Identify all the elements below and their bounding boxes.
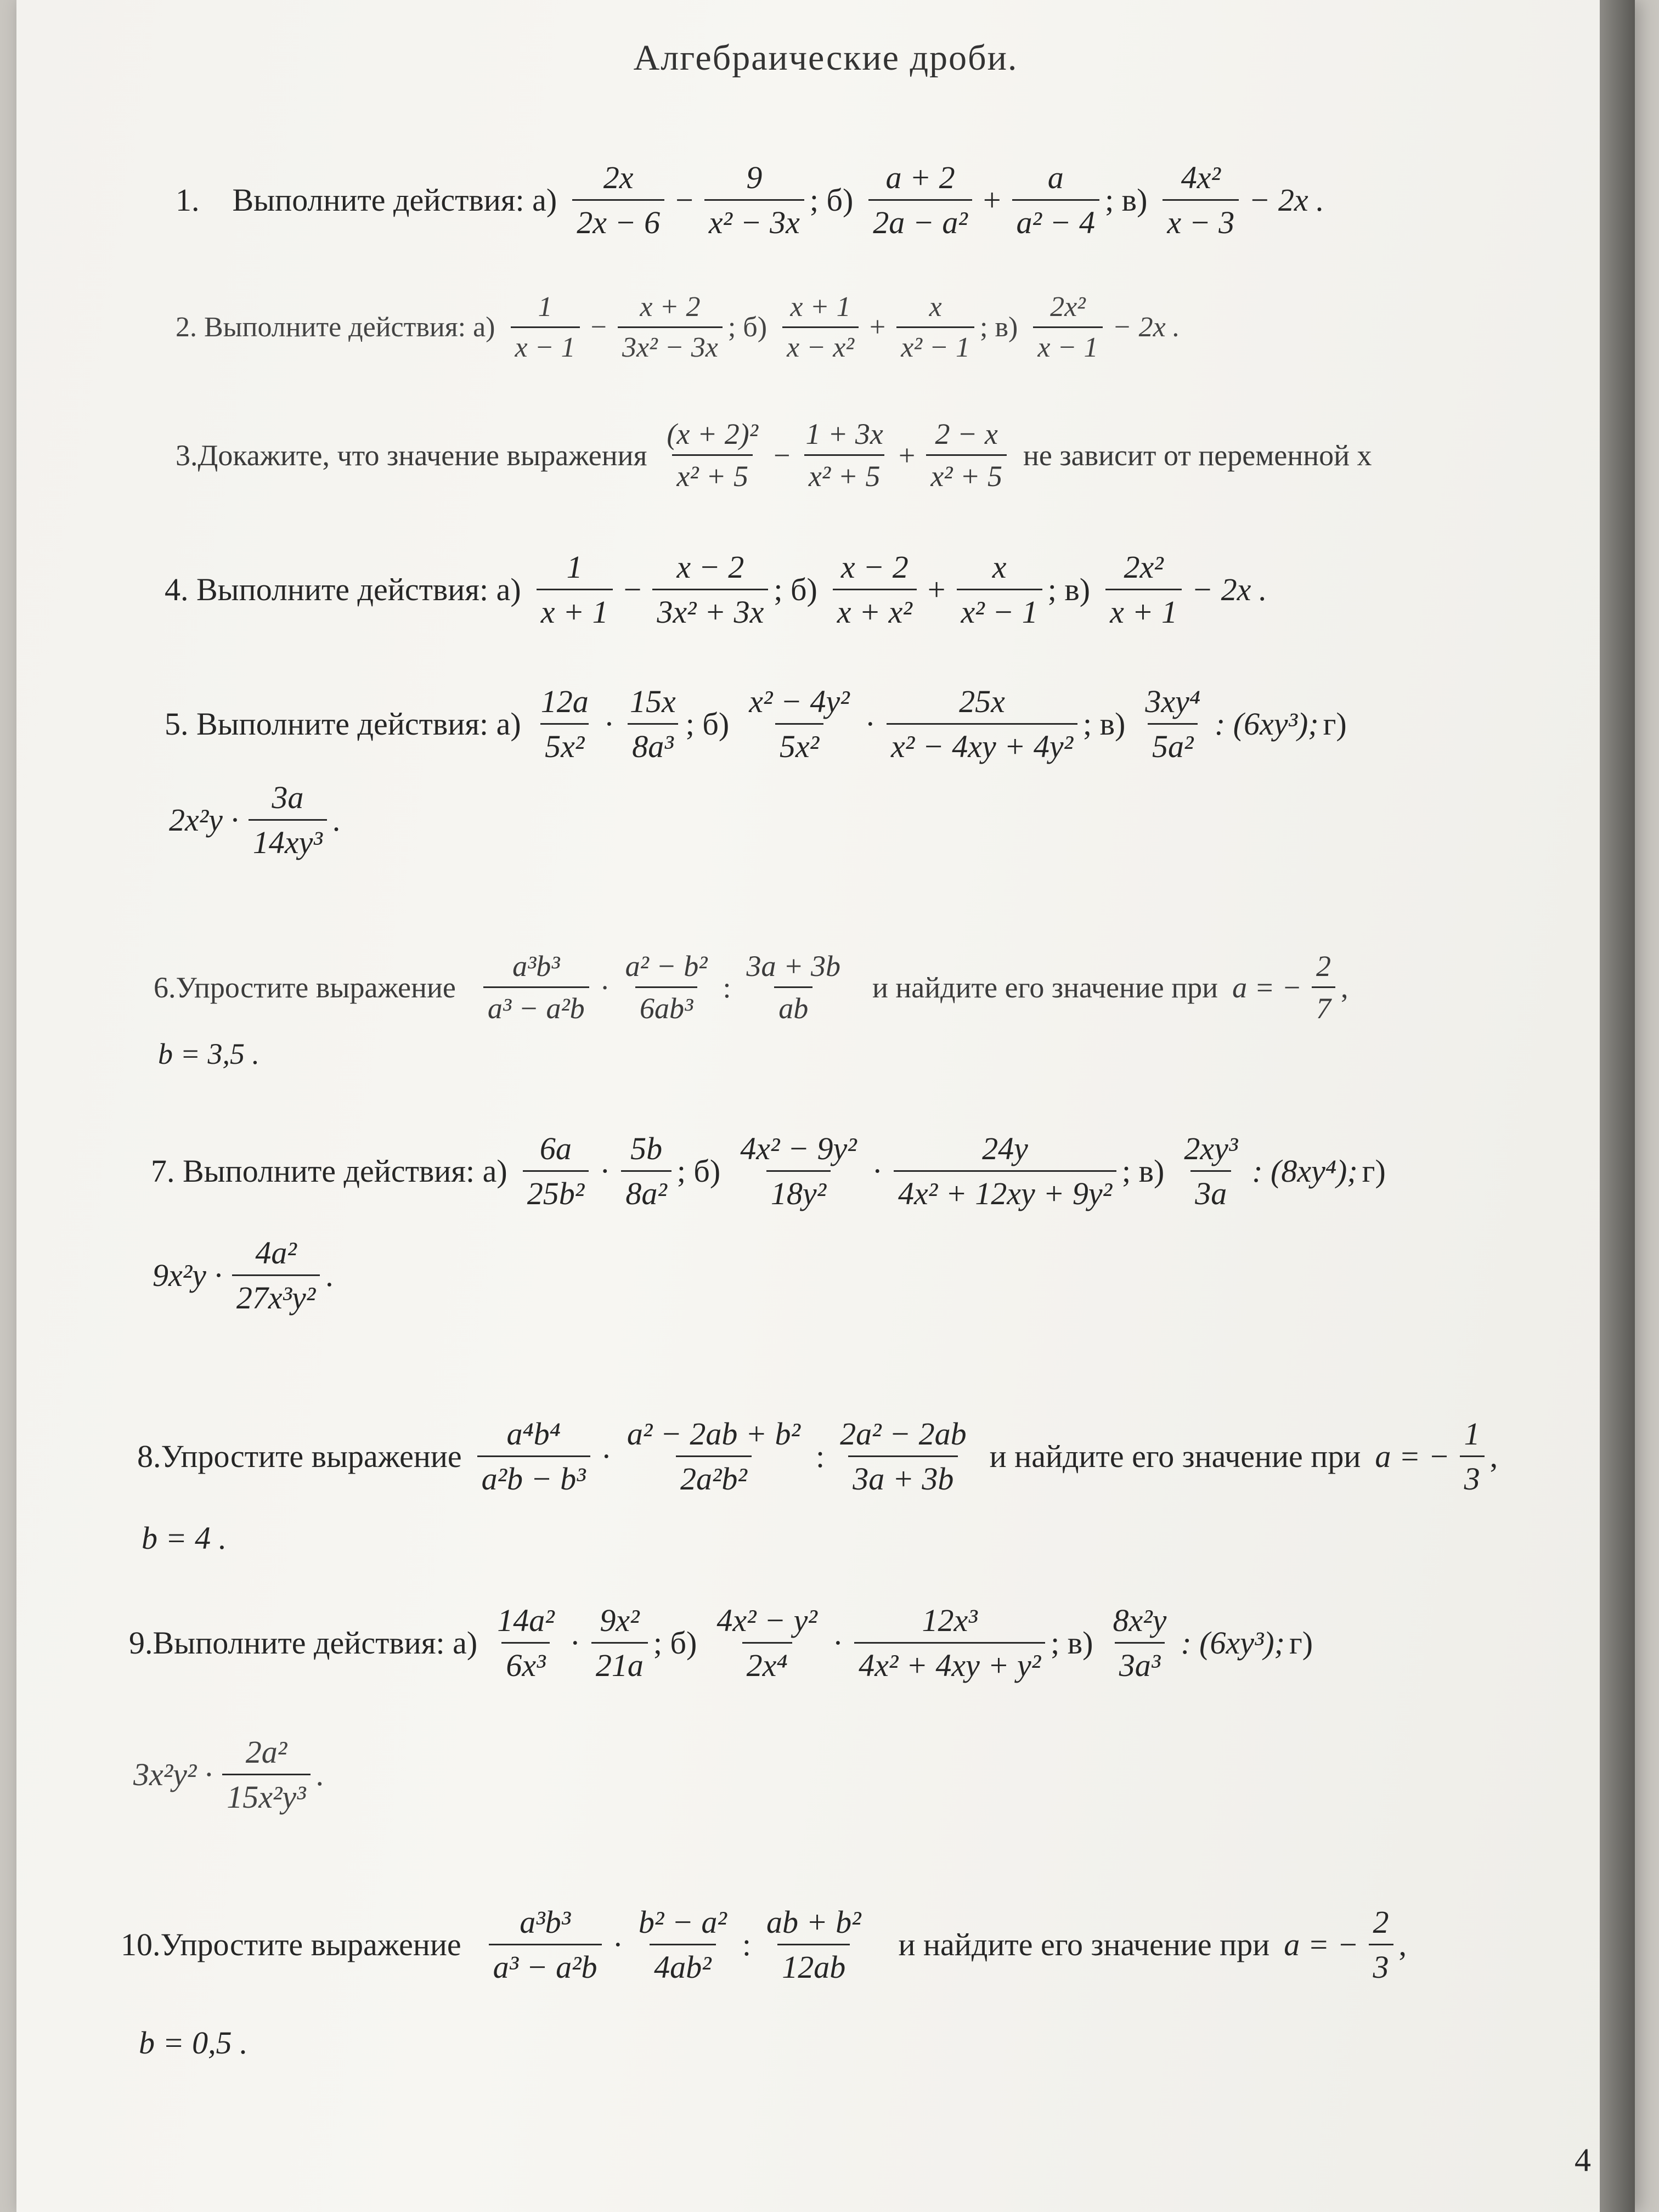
numerator: 2: [1373, 1904, 1389, 1940]
numerator: x + 2: [640, 291, 701, 323]
denominator: 8a³: [628, 723, 678, 765]
problem-4: [165, 549, 1271, 630]
numerator: 24y: [982, 1131, 1028, 1166]
fraction: [833, 549, 917, 630]
numerator: 9x²: [600, 1602, 640, 1638]
numerator: 1: [566, 549, 583, 585]
denominator: 6ab³: [635, 986, 697, 1025]
plus-sign: +: [898, 438, 916, 472]
denominator: 3a³: [1115, 1642, 1165, 1684]
numerator: 2a² − 2ab: [840, 1416, 967, 1452]
problem-lead: 9.Выполните действия: а): [129, 1625, 478, 1661]
divide-sign: :: [723, 970, 731, 1004]
fraction: [957, 549, 1042, 630]
part-label: ; б): [809, 182, 854, 218]
part-label: ; б): [727, 312, 768, 343]
denominator: 3: [1369, 1944, 1393, 1985]
expression-prefix: 3x²y² ·: [133, 1757, 213, 1792]
divide-sign: :: [815, 1438, 825, 1474]
fraction: [537, 683, 593, 765]
numerator: 3xy⁴: [1145, 684, 1200, 719]
expression-prefix: 9x²y ·: [153, 1257, 222, 1293]
variable-assignment: a = −: [1284, 1927, 1359, 1962]
numerator: 2xy³: [1184, 1131, 1238, 1166]
numerator: 2x: [603, 160, 634, 195]
minus-sign: −: [675, 182, 693, 218]
fraction: [782, 291, 859, 364]
fraction: [712, 1602, 821, 1684]
numerator: x − 2: [840, 549, 909, 585]
expression-tail: − 2x .: [1192, 572, 1267, 607]
fraction: [1141, 683, 1205, 765]
denominator: 5a²: [1148, 723, 1198, 765]
numerator: 2: [1316, 950, 1331, 983]
numerator: x² − 4y²: [749, 684, 850, 719]
denominator: x − x²: [782, 326, 859, 364]
denominator: x² − 4xy + 4y²: [887, 723, 1077, 765]
fraction: [623, 1415, 805, 1497]
denominator: x² + 5: [804, 454, 885, 493]
denominator: ab: [774, 986, 812, 1025]
fraction: [511, 291, 580, 364]
page-edge: [1600, 0, 1635, 2212]
problem-10-line-2: [134, 2024, 252, 2061]
expression-tail: − 2x .: [1249, 182, 1324, 218]
problem-lead: 5. Выполните действия: а): [165, 706, 521, 742]
problem-lead: 7. Выполните действия: а): [151, 1153, 507, 1189]
multiply-dot: ·: [865, 706, 876, 742]
numerator: 3a + 3b: [746, 950, 840, 983]
plus-sign: +: [869, 312, 886, 343]
part-label: ; в): [1047, 572, 1091, 607]
numerator: 14a²: [497, 1602, 555, 1638]
part-label: ; в): [1105, 182, 1148, 218]
separator: ,: [1340, 970, 1348, 1004]
numerator: 25x: [959, 684, 1005, 719]
multiply-dot: ·: [600, 1153, 611, 1189]
denominator: 27x³y²: [232, 1274, 320, 1316]
multiply-dot: ·: [569, 1625, 580, 1661]
fraction: [634, 1904, 731, 1985]
denominator: 2a − a²: [868, 199, 972, 241]
numerator: 8x²y: [1113, 1602, 1167, 1638]
denominator: 8a²: [621, 1170, 671, 1212]
problem-7-line-2: [148, 1234, 343, 1316]
numerator: 2a²: [245, 1734, 287, 1770]
minus-sign: −: [590, 312, 607, 343]
fraction: [591, 1602, 648, 1684]
fraction: [662, 417, 763, 493]
divide-expression: : (6xy³);: [1181, 1625, 1285, 1661]
multiply-dot: ·: [600, 970, 610, 1004]
denominator: x + 1: [1105, 589, 1182, 630]
fraction: [618, 291, 723, 364]
problem-7: [151, 1130, 1396, 1212]
numerator: a³b³: [512, 950, 560, 983]
expression-tail: .: [332, 802, 341, 838]
fraction: [483, 949, 589, 1025]
denominator: 21a: [591, 1642, 648, 1684]
problem-lead: 6.Упростите выражение: [154, 970, 456, 1004]
denominator: x + 1: [537, 589, 613, 630]
denominator: 18y²: [766, 1170, 831, 1212]
fraction: [1108, 1602, 1171, 1684]
fraction: [896, 291, 974, 364]
expression-tail: .: [325, 1257, 334, 1293]
fraction: [249, 779, 327, 861]
problem-5-line-2: [165, 779, 350, 861]
numerator: (x + 2)²: [667, 417, 758, 450]
multiply-dot: ·: [603, 706, 615, 742]
denominator: x² + 5: [672, 454, 753, 493]
denominator: x² − 1: [957, 589, 1042, 630]
fraction: [1163, 159, 1239, 241]
problem-8-line-2: [137, 1520, 231, 1556]
divide-expression: : (6xy³);: [1214, 706, 1319, 742]
part-label: г): [1289, 1625, 1313, 1661]
expression-tail: − 2x .: [1112, 312, 1180, 343]
fraction: [762, 1904, 866, 1985]
denominator: a²b − b³: [477, 1455, 590, 1497]
problem-lead: 3.Докажите, что значение выражения: [176, 438, 647, 472]
fraction: [744, 683, 854, 765]
fraction: [736, 1130, 861, 1212]
numerator: x + 1: [790, 291, 851, 323]
numerator: 4x² − 9y²: [740, 1131, 857, 1166]
fraction: [489, 1904, 602, 1985]
numerator: 1 + 3x: [805, 417, 883, 450]
problem-6-line-2: [154, 1037, 264, 1071]
denominator: x² + 5: [926, 454, 1007, 493]
numerator: 12a: [540, 684, 589, 719]
variable-assignment: b = 0,5 .: [139, 2025, 248, 2061]
denominator: 3x² + 3x: [652, 589, 768, 630]
denominator: a² − 4: [1012, 199, 1100, 241]
numerator: 3a: [272, 780, 304, 815]
problem-number: 1.: [176, 182, 200, 218]
fraction: [854, 1602, 1045, 1684]
fraction: [621, 949, 712, 1025]
fraction: [1180, 1130, 1242, 1212]
value-prompt: и найдите его значение при: [898, 1927, 1270, 1962]
denominator: 3: [1460, 1455, 1485, 1497]
fraction: [621, 1130, 671, 1212]
variable-assignment: b = 3,5 .: [158, 1037, 259, 1070]
problem-9-line-2: [129, 1734, 334, 1815]
fraction: [523, 1130, 589, 1212]
multiply-dot: ·: [872, 1153, 883, 1189]
fraction: [493, 1602, 558, 1684]
denominator: 4x² + 12xy + 9y²: [894, 1170, 1116, 1212]
problem-lead: 10.Упростите выражение: [121, 1927, 461, 1962]
expression-tail: .: [315, 1757, 324, 1792]
denominator: 6x³: [501, 1642, 550, 1684]
minus-sign: −: [773, 438, 791, 472]
fraction: [1012, 159, 1100, 241]
value-prompt: и найдите его значение при: [989, 1438, 1361, 1474]
denominator: 5x²: [775, 723, 823, 765]
fraction: [1033, 291, 1102, 364]
numerator: 2 − x: [935, 417, 998, 450]
denominator: 2x⁴: [742, 1642, 792, 1684]
fraction: [887, 683, 1077, 765]
numerator: x: [992, 549, 1007, 585]
separator: ,: [1489, 1438, 1498, 1474]
page-title: Алгебраические дроби.: [633, 38, 1018, 78]
numerator: 2x²: [1124, 549, 1164, 585]
denominator: 14xy³: [249, 819, 327, 861]
numerator: 6a: [539, 1131, 572, 1166]
part-label: ; в): [1122, 1153, 1165, 1189]
fraction: [222, 1734, 310, 1815]
denominator: 7: [1312, 986, 1335, 1025]
fraction: [836, 1415, 971, 1497]
denominator: x − 1: [511, 326, 580, 364]
fraction: [1369, 1904, 1393, 1985]
numerator: 1: [1464, 1416, 1480, 1452]
problem-9: [129, 1602, 1323, 1684]
denominator: 3a + 3b: [848, 1455, 958, 1497]
multiply-dot: ·: [832, 1625, 844, 1661]
part-label: ; б): [653, 1625, 697, 1661]
fraction: [572, 159, 664, 241]
denominator: a³ − a²b: [483, 986, 589, 1025]
numerator: 5b: [630, 1131, 663, 1166]
fraction: [1312, 949, 1335, 1025]
divide-expression: : (8xy⁴);: [1252, 1153, 1358, 1189]
variable-assignment: a = −: [1232, 970, 1302, 1004]
denominator: 4ab²: [650, 1944, 715, 1985]
denominator: 3x² − 3x: [618, 326, 723, 364]
denominator: 2x − 6: [572, 199, 664, 241]
problem-lead: 8.Упростите выражение: [137, 1438, 462, 1474]
denominator: x − 3: [1163, 199, 1239, 241]
multiply-dot: ·: [612, 1927, 623, 1962]
denominator: x² − 1: [896, 326, 974, 364]
part-label: г): [1323, 706, 1347, 742]
part-label: ; б): [774, 572, 817, 607]
numerator: a + 2: [885, 160, 955, 195]
part-label: ; б): [676, 1153, 721, 1189]
variable-assignment: a = −: [1375, 1438, 1450, 1474]
fraction: [477, 1415, 590, 1497]
numerator: 4x² − y²: [716, 1602, 817, 1638]
denominator: 2a²b²: [676, 1455, 752, 1497]
numerator: 4x²: [1181, 160, 1221, 195]
numerator: x: [929, 291, 942, 323]
page-number: 4: [1575, 2142, 1591, 2178]
fraction: [232, 1234, 320, 1316]
denominator: x² − 3x: [704, 199, 804, 241]
expression-tail: не зависит от переменной x: [1023, 438, 1372, 472]
numerator: a³b³: [520, 1904, 571, 1940]
numerator: ab + b²: [766, 1904, 861, 1940]
numerator: a⁴b⁴: [506, 1416, 561, 1452]
numerator: 4a²: [255, 1235, 297, 1271]
part-label: ; в): [1083, 706, 1126, 742]
denominator: 3a: [1190, 1170, 1231, 1212]
fraction: [537, 549, 613, 630]
denominator: 15x²y³: [222, 1774, 310, 1815]
expression-prefix: 2x²y ·: [169, 802, 239, 838]
fraction: [926, 417, 1007, 493]
fraction: [868, 159, 972, 241]
separator: ,: [1398, 1927, 1407, 1962]
minus-sign: −: [623, 572, 642, 607]
value-prompt: и найдите его значение при: [872, 970, 1218, 1004]
fraction: [652, 549, 768, 630]
denominator: x − 1: [1033, 326, 1102, 364]
denominator: 12ab: [777, 1944, 850, 1985]
numerator: a² − b²: [625, 950, 708, 983]
plus-sign: +: [927, 572, 946, 607]
numerator: a: [1047, 160, 1064, 195]
problem-lead: 4. Выполните действия: а): [165, 572, 521, 607]
denominator: 25b²: [523, 1170, 589, 1212]
fraction: [625, 683, 680, 765]
numerator: a² − 2ab + b²: [627, 1416, 800, 1452]
problem-lead: 2. Выполните действия: а): [176, 312, 495, 343]
worksheet-page: [16, 0, 1635, 2212]
problem-1: [176, 159, 1329, 241]
denominator: 4x² + 4xy + y²: [854, 1642, 1045, 1684]
fraction: [1460, 1415, 1485, 1497]
part-label: г): [1362, 1153, 1386, 1189]
variable-assignment: b = 4 .: [142, 1520, 227, 1556]
plus-sign: +: [983, 182, 1001, 218]
numerator: b² − a²: [638, 1904, 727, 1940]
divide-sign: :: [742, 1927, 751, 1962]
part-label: ; в): [1051, 1625, 1093, 1661]
problem-5: [165, 683, 1357, 765]
problem-10: [121, 1904, 1417, 1985]
numerator: 9: [746, 160, 763, 195]
denominator: x + x²: [833, 589, 917, 630]
part-label: ; б): [685, 706, 730, 742]
problem-3: [176, 417, 1382, 493]
part-label: ; в): [980, 312, 1018, 343]
denominator: 5x²: [540, 723, 589, 765]
problem-6: [154, 949, 1358, 1025]
numerator: 2x²: [1050, 291, 1086, 323]
numerator: 1: [538, 291, 552, 323]
fraction: [801, 417, 887, 493]
problem-lead: Выполните действия: а): [232, 182, 557, 218]
numerator: 12x³: [922, 1602, 978, 1638]
numerator: 15x: [630, 684, 676, 719]
numerator: x − 2: [676, 549, 744, 585]
fraction: [742, 949, 845, 1025]
problem-8: [137, 1415, 1508, 1497]
problem-2: [176, 291, 1184, 364]
fraction: [894, 1130, 1116, 1212]
denominator: a³ − a²b: [489, 1944, 602, 1985]
fraction: [704, 159, 804, 241]
fraction: [1105, 549, 1182, 630]
multiply-dot: ·: [601, 1438, 612, 1474]
